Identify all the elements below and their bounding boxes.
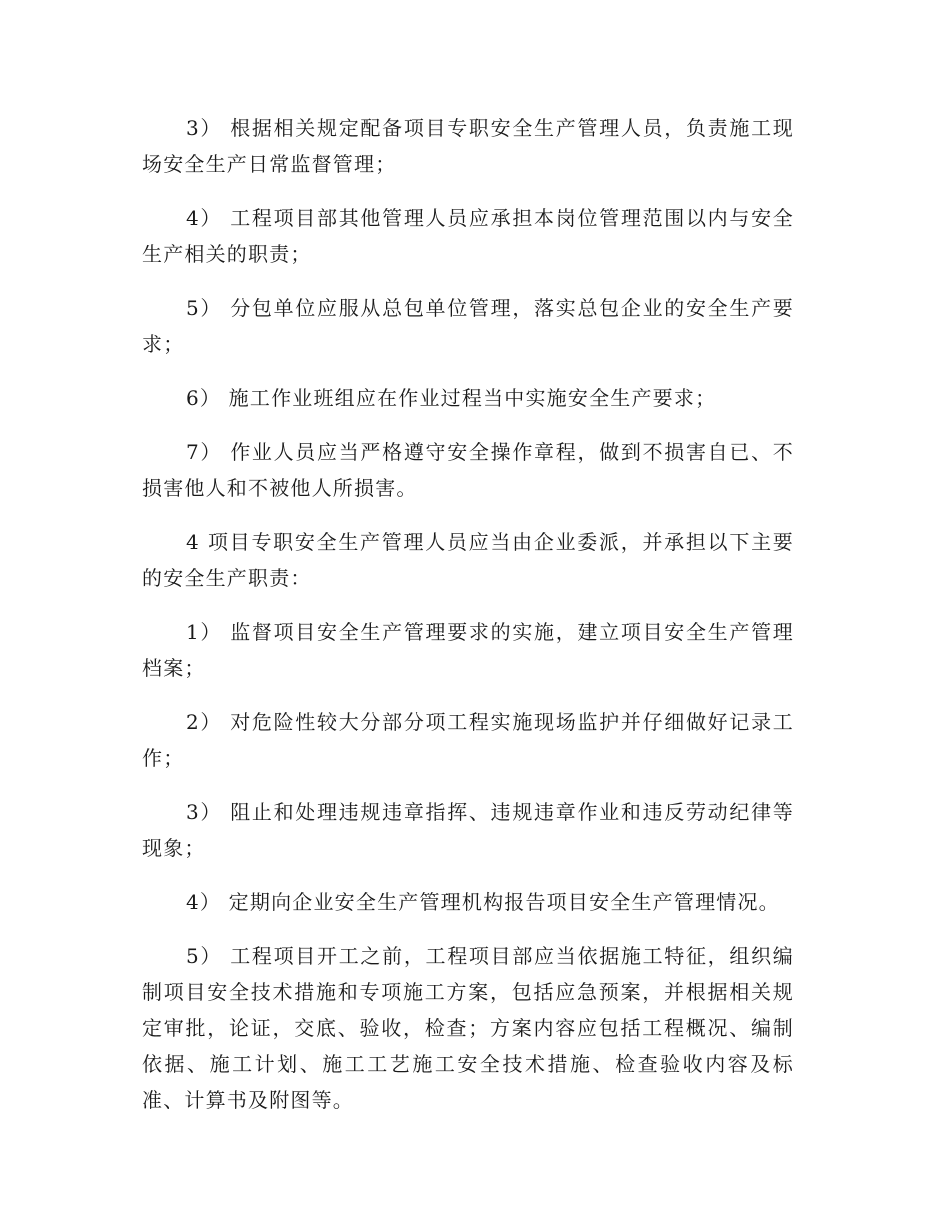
paragraph-duty-1-supervise: 1） 监督项目安全生产管理要求的实施，建立项目安全生产管理档案； [142, 620, 794, 680]
paragraph-section-4-heading: 4 项目专职安全生产管理人员应当由企业委派，并承担以下主要的安全生产职责： [142, 530, 794, 590]
paragraph-item-6-work-team: 6） 施工作业班组应在作业过程当中实施安全生产要求； [186, 386, 717, 410]
paragraph-duty-5-construction-plan: 5） 工程项目开工之前，工程项目部应当依据施工特征，组织编制项目安全技术措施和专项施工方案，包括应急预案，并根据相关规定审批，论证，交底、验收，检查；方案内容应包括工程概况、编制依据、施工计划、施工工艺施工安全技术措施、检查验收内容及标准、计算书及附图等。 [142, 944, 794, 1112]
paragraph-item-3-safety-staff: 3） 根据相关规定配备项目专职安全生产管理人员，负责施工现场安全生产日常监督管理； [142, 116, 794, 176]
paragraph-item-5-subcontractor: 5） 分包单位应服从总包单位管理，落实总包企业的安全生产要求； [142, 296, 794, 356]
paragraph-item-4-other-staff: 4） 工程项目部其他管理人员应承担本岗位管理范围以内与安全生产相关的职责； [142, 206, 794, 266]
paragraph-duty-4-report: 4） 定期向企业安全生产管理机构报告项目安全生产管理情况。 [186, 890, 780, 914]
paragraph-duty-2-monitor: 2） 对危险性较大分部分项工程实施现场监护并仔细做好记录工作； [142, 710, 794, 770]
paragraph-item-7-workers: 7） 作业人员应当严格遵守安全操作章程，做到不损害自已、不损害他人和不被他人所损害。 [142, 440, 794, 500]
document-body [142, 110, 794, 1136]
paragraph-duty-3-stop-violations: 3） 阻止和处理违规违章指挥、违规违章作业和违反劳动纪律等现象； [142, 800, 794, 860]
